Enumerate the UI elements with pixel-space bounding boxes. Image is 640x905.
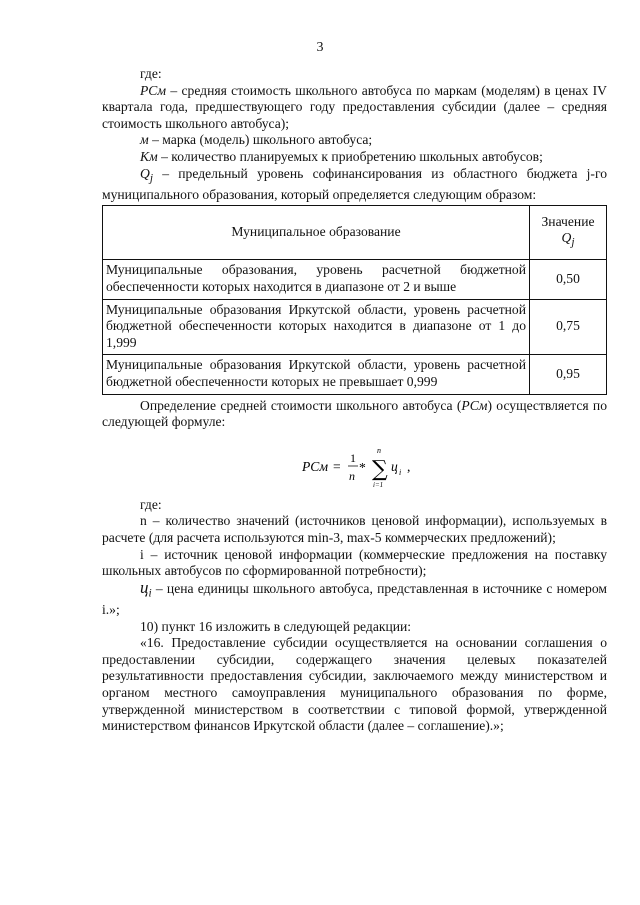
formula-sum-sign: ∑	[372, 456, 388, 482]
definition-c	[102, 577, 607, 619]
item-10: 10) пункт 16 изложить в следующей редакции:	[140, 618, 412, 634]
q-subscript: j	[149, 172, 153, 185]
formula-sum-upper: n	[377, 445, 381, 455]
page-number: 3	[316, 40, 324, 55]
pcm-description: – средняя стоимость школьного автобуса по маркам (моделям) в ценах IV квартала года, предшествующего году предоставления субсидии (далее – средняя стоимость школьного автобуса);	[102, 82, 607, 131]
formula-sum-lower: i=1	[373, 480, 384, 489]
table-row	[103, 299, 607, 355]
formula-eq: =	[333, 458, 341, 474]
row-text: Муниципальные образования Иркутской области, уровень расчетной бюджетной обеспеченности которых находится в диапазоне от 1 до 1,999	[103, 299, 530, 355]
definition-i: i – источник ценовой информации (коммерческие предложения на поставку школьных автобусов по сформированной потребности);	[102, 546, 607, 579]
formula-trail: ,	[407, 458, 411, 474]
c-symbol: ц	[140, 577, 149, 597]
row-value: 0,75	[530, 299, 607, 355]
pcm-symbol: РСм	[140, 82, 167, 98]
formula-numerator: 1	[350, 450, 356, 465]
q-description: – предельный уровень софинансирования из областного бюджета j-го муниципального образования, который определяется следующим образом:	[102, 165, 607, 202]
row-text: Муниципальные образования Иркутской области, уровень расчетной бюджетной обеспеченности которых не превышает 0,999	[103, 355, 530, 394]
cofinancing-table	[102, 205, 607, 394]
row-value: 0,95	[530, 355, 607, 394]
formula-term: ц	[391, 458, 398, 474]
where-label: где:	[140, 66, 162, 81]
definition-formula-intro	[102, 398, 607, 431]
item-16: «16. Предоставление субсидии осуществляется на основании соглашения о предоставлении субсидии, содержащего значения целевых показателей результативности предоставления субсидии, заключаемого между министерством и органом местного самоуправления муниципального образования по форме, утвержденной министерством в соответствии с типовой формой, утвержденной министерством финансов Иркутской области (далее – соглашение).»;	[102, 635, 607, 734]
average-cost-formula	[102, 431, 607, 497]
m-symbol: м	[140, 132, 149, 148]
table-row	[103, 355, 607, 394]
where-label-2: где:	[140, 496, 162, 512]
formula-mult: *	[359, 459, 366, 475]
formula-lhs: РСм	[302, 458, 329, 474]
definition-symbol: РСм	[461, 397, 488, 413]
header-q-subscript: j	[571, 236, 575, 249]
definition-pcm	[102, 83, 607, 133]
formula-denominator: n	[349, 468, 355, 483]
document-body	[102, 66, 607, 735]
km-symbol: Км	[140, 148, 158, 164]
header-q-symbol: Q	[561, 230, 572, 246]
m-description: – марка (модель) школьного автобуса;	[148, 132, 373, 148]
formula-svg	[102, 431, 607, 497]
header-q	[533, 230, 603, 251]
c-subscript: i	[148, 587, 152, 600]
c-description: – цена единицы школьного автобуса, представленная в источнике с номером i.»;	[102, 580, 607, 618]
definition-text-a: Определение средней стоимости школьного автобуса (	[140, 397, 462, 413]
km-description: – количество планируемых к приобретению школьных автобусов;	[157, 148, 543, 164]
definition-text-b: ) осуществляется по следующей формуле:	[102, 397, 607, 430]
header-municipality: Муниципальное образование	[103, 206, 530, 260]
definition-q	[102, 166, 607, 204]
table-row	[103, 260, 607, 299]
header-value	[530, 206, 607, 260]
definition-m	[102, 132, 607, 149]
definition-n: n – количество значений (источников ценовой информации), используемых в расчете (для расчета используются min-3, max-5 коммерческих предложений);	[102, 513, 607, 545]
row-text: Муниципальные образования, уровень расчетной бюджетной обеспеченности которых находится в диапазоне от 2 и выше	[103, 260, 530, 299]
definition-km	[102, 149, 607, 166]
q-symbol: Q	[140, 165, 150, 181]
formula-term-subscript: i	[399, 467, 402, 477]
table-header-row	[103, 206, 607, 260]
header-value-label: Значение	[541, 213, 595, 229]
row-value: 0,50	[530, 260, 607, 299]
